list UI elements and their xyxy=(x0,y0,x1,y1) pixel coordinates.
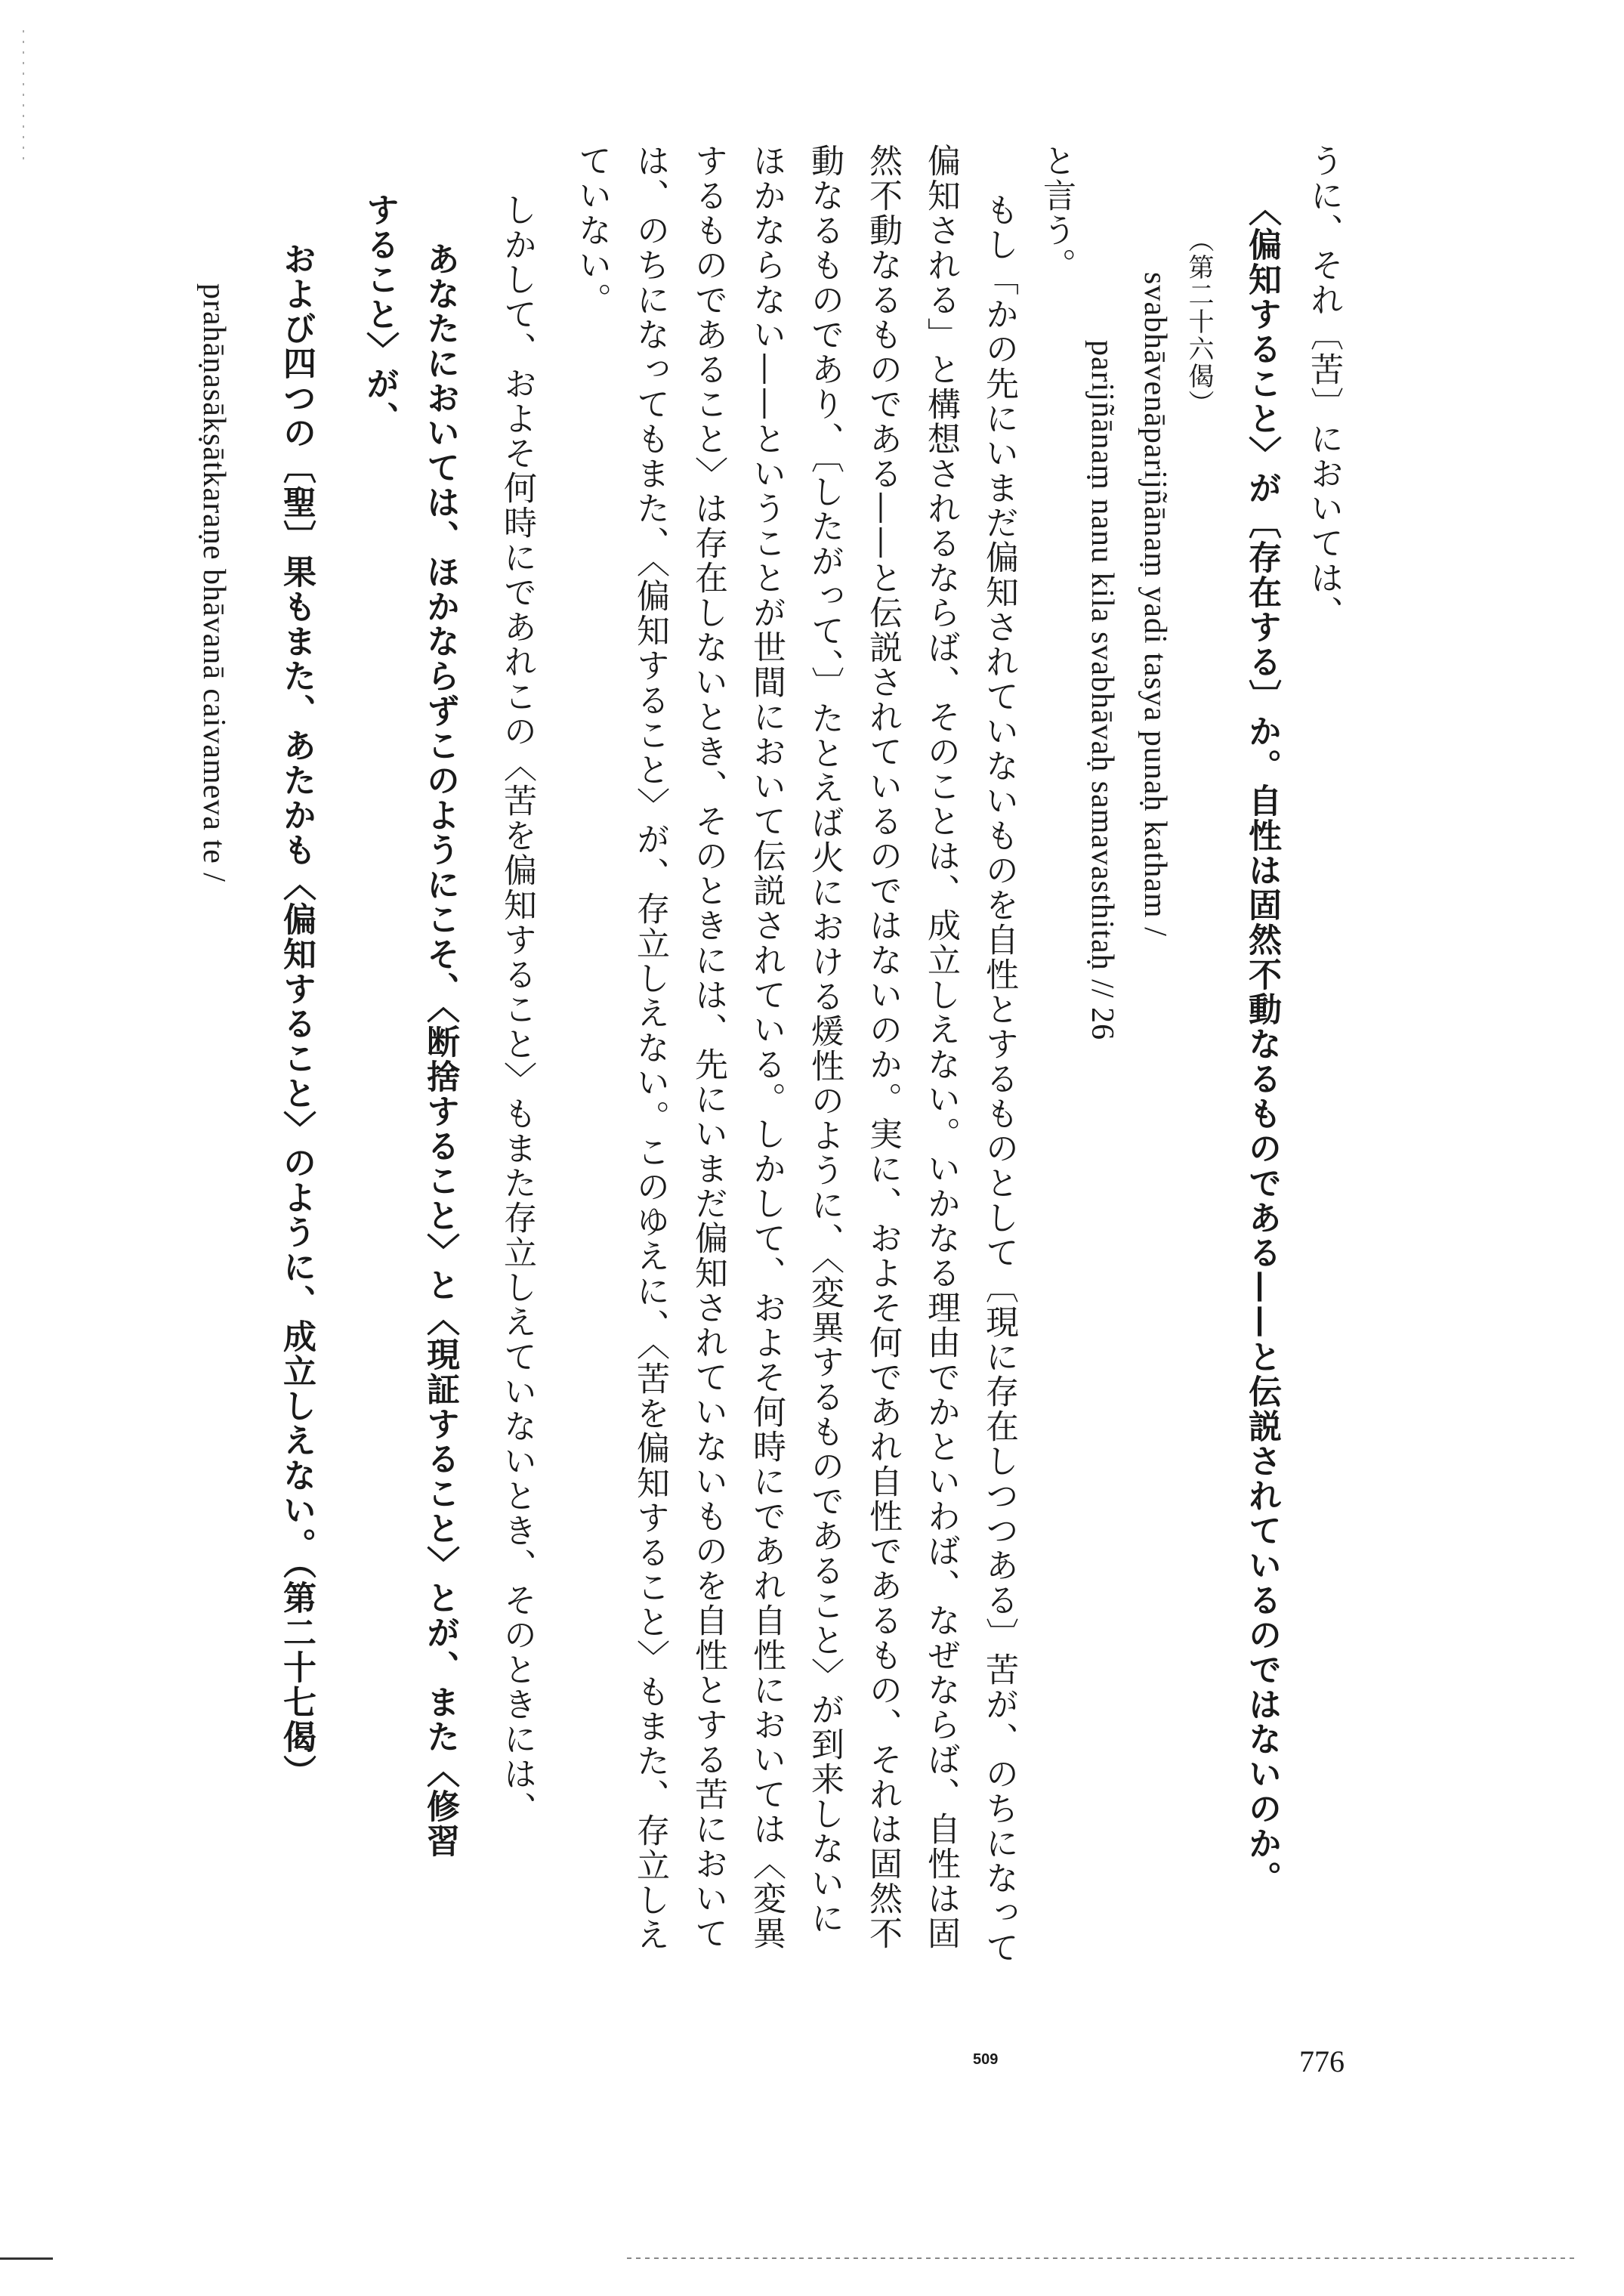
body-line-9: ていない。 xyxy=(573,144,611,317)
left-rule xyxy=(0,2257,53,2260)
sanskrit-line-1: svabhāvenāparijñānaṃ yadi tasya punaḥ katham / xyxy=(1138,272,1172,937)
margin-number: 509 xyxy=(973,2051,999,2068)
body-line-1: と言う。 xyxy=(1037,144,1076,283)
sanskrit-line-2: parijñānaṃ nanu kila svabhāvaḥ samavasthitaḥ // 26 xyxy=(1085,340,1119,1041)
body-line-8: は、のちになってもまた、〈偏知すること〉が、存立しえない。このゆえに、〈苦を偏知すること〉もまた、存立しえ xyxy=(631,144,669,1952)
verse-line-3: あなたにおいては、ほかならずこのようにこそ、〈断捨すること〉と〈現証すること〉とが、また〈修習 xyxy=(421,242,459,1859)
verse-line-1: うに、それ〔苦〕においては、 xyxy=(1304,144,1343,630)
verse-line-4: すること〉が、 xyxy=(360,193,399,436)
body-line-4: 然不動なるものである——と伝説されているのではないのか。実に、およそ何であれ自性であるもの、それは固然不 xyxy=(863,144,902,1951)
sanskrit-line-3: prahāṇasākṣātkaraṇe bhāvanā caivameva te / xyxy=(196,283,231,882)
body-line-6: ほかならない——ということが世間において伝説されている。しかして、およそ何時にであれ自性においては〈変異 xyxy=(747,144,786,1951)
bottom-dotted-rule xyxy=(627,2257,1579,2259)
verse-label-26: （第二十六偈） xyxy=(1184,227,1214,417)
verse-line-2: 〈偏知すること〉が〔存在する〕か。自性は固然不動なるものである——と伝説されているのではないのか。 xyxy=(1243,193,1281,1896)
page-number: 776 xyxy=(1299,2044,1345,2078)
body-line-7: するものであること〉は存在しないとき、そのときには、先にいまだ偏知されていないものを自性とする苦において xyxy=(689,144,727,1951)
body-line-2: もし「かの先にいまだ偏知されていないものを自性とするものとして〔現に存在しつつある〕苦が、のちになって xyxy=(980,193,1018,1965)
body-line-10: しかして、およそ何時にであれこの〈苦を偏知すること〉もまた存立しえていないとき、そのときには、 xyxy=(498,193,536,1826)
body-line-5: 動なるものであり、〔したがって、〕たとえば火における煖性のように、〈変異するものであること〉が到来しないに xyxy=(805,144,844,1936)
left-speckle xyxy=(23,30,24,166)
verse-line-5: および四つの〔聖〕果もまた、あたかも〈偏知すること〉のように、成立しえない。（第二十七偈） xyxy=(277,242,316,1789)
body-line-3: 偏知される」と構想されるならば、そのことは、成立しえない。いかなる理由でかといわば、なぜならば、自性は固 xyxy=(922,144,960,1951)
